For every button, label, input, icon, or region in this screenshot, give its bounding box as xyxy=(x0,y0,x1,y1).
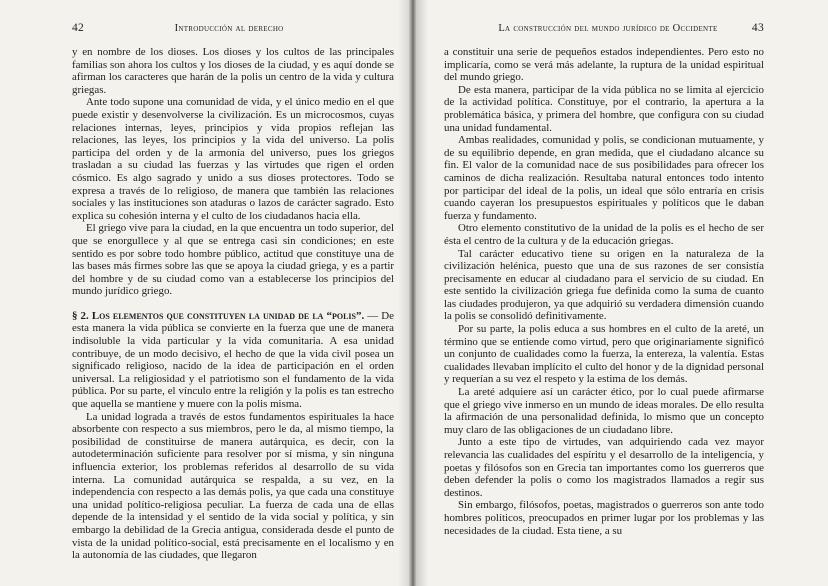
paragraph: El griego vive para la ciudad, en la que encuentra un todo superior, del que se enorgullece y al que se entrega casi sin condiciones; en este sentido es por sobre todo hombre público, actitud que constituye una de las bases más firmes sobre las que se apoya la ciudad griega, y es a partir del hombre y de su ciudad como van a establecerse los principios del mundo jurídico griego. xyxy=(72,222,394,298)
page-number: 42 xyxy=(72,22,85,34)
paragraph: Ante todo supone una comunidad de vida, y el único medio en el que puede existir y desenvolverse la civilización. Es un microcosmos, cuyas relaciones internas, leyes, principios y vida propios reflejan las relaciones, las leyes, los principios y la vida del universo. La polis participa del orden y de la armonía del universo, pues los griegos trasladan a su ciudad las fuerzas y las virtudes que rigen el orden cósmico. Es algo sagrado y unido a sus dioses protectores. Todo se expresa a través de lo religioso, de manera que también las relaciones sociales y las instituciones son ataduras o lazos de carácter sagrado. Esto explica su cohesión interna y el culto de los ciudadanos hacia ella. xyxy=(72,96,394,222)
page-number: 43 xyxy=(751,22,764,34)
left-page-body xyxy=(72,46,394,562)
paragraph: Otro elemento constitutivo de la unidad de la polis es el hecho de ser ésta el centro de la cultura y de la educación griegas. xyxy=(444,222,764,247)
left-page xyxy=(0,0,412,586)
paragraph: y en nombre de los dioses. Los dioses y los cultos de las principales familias son ahora los cultos y los dioses de la ciudad, y es aquí donde se afirman los caracteres que harán de la polis un centro de la vida y cultura griegas. xyxy=(72,46,394,96)
paragraph: La unidad lograda a través de estos fundamentos espirituales la hace absorbente con respecto a sus miembros, pero le da, al mismo tiempo, la posibilidad de constituirse de manera autárquica, es decir, con la autodeterminación suficiente para resolver por sí misma, y sin ninguna influencia exterior, los problemas referidos al desarrollo de su vida interna. La comunidad autárquica se respalda, a su vez, en la independencia con respecto a las demás polis, ya que cada una constituye una unidad político-religiosa peculiar. La fuerza de cada una de ellas depende de la intensidad y el sentido de la vida social y política, y sin embargo la debilidad de la Grecia antigua, considerada desde el punto de vista de la unidad político-social, está precisamente en el localismo y en la autonomía de las ciudades, que llegaron xyxy=(72,410,394,562)
paragraph: Junto a este tipo de virtudes, van adquiriendo cada vez mayor relevancia las cualidades del espíritu y el desarrollo de la inteligencia, y poetas y filósofos son en Grecia tan importantes como los guerreros que deben defender la polis o como los magistrados llamados a regir sus destinos. xyxy=(444,436,764,499)
paragraph: Sin embargo, filósofos, poetas, magistrados o guerreros son ante todo hombres políticos, preocupados en primer lugar por los problemas y las necesidades de la ciudad. Esta tiene, a su xyxy=(444,499,764,537)
right-page-header xyxy=(444,22,764,34)
section-heading: § 2. Los elementos que constituyen la unidad de la “polis”. xyxy=(72,309,365,322)
paragraph: La areté adquiere así un carácter ético, por lo cual puede afirmarse que el griego vive inmerso en un mundo de ideas morales. De ello resulta la afirmación de una personalidad definida, lo mismo que un concepto muy claro de las obligaciones de un ciudadano libre. xyxy=(444,386,764,436)
section-block xyxy=(72,310,394,411)
right-page xyxy=(414,0,828,586)
right-page-body xyxy=(444,46,764,537)
paragraph: De esta manera, participar de la vida pública no se limita al ejercicio de la actividad política. Constituye, por el contrario, la apertura a la problemática básica, y primera del hombre, que configura con su ciudad una unidad fundamental. xyxy=(444,83,764,134)
paragraph: Ambas realidades, comunidad y polis, se condicionan mutuamente, y de su equilibrio depende, en gran medida, que el ciudadano alcance su fin. El valor de la comunidad nace de sus posibilidades para ofrecer los caminos de dicha realización. Resultaba natural entonces todo intento por participar del ideal de la polis, un ideal que sólo entraría en crisis cuando cayeran los presupuestos espirituales y políticos que le daban fuerza y fundamento. xyxy=(444,134,764,222)
section-text: — De esta manera la vida pública se convierte en la fuerza que une de manera indisoluble la vida particular y la vida comunitaria. A esa unidad contribuye, de un modo decisivo, el hecho de que la vida civil posea un significado religioso, nacido de la idea de participación en el orden universal. La religiosidad y el patriotismo son el fundamento de la vida pública. Por su parte, el vínculo entre la religión y la polis es tan estrecho que aquella se mantiene y muere con la polis misma. xyxy=(72,309,394,411)
running-head: Introducción al derecho xyxy=(174,23,284,34)
left-page-header xyxy=(72,22,394,34)
paragraph: a constituir una serie de pequeños estados independientes. Pero esto no implicaría, como se verá más adelante, la ruptura de la unidad espiritual del mundo griego. xyxy=(444,46,764,84)
running-head: La construcción del mundo jurídico de Occidente xyxy=(498,23,718,34)
paragraph: Tal carácter educativo tiene su origen en la naturaleza de la civilización helénica, puesto que una de sus razones de ser consistía precisamente en educar al ciudadano para el servicio de su ciudad. En este sentido la civilización griega fue definida como la suma de cuanto las ciudades produjeron, ya que adquirió su verdadera dimensión cuando la polis se consolidó definitivamente. xyxy=(444,247,764,323)
paragraph: Por su parte, la polis educa a sus hombres en el culto de la areté, un término que se entiende como virtud, pero que originariamente significó un conjunto de cualidades como la fuerza, la entereza, la valentía. Estas cualidades llevaban implícito el culto del honor y de la dignidad personal y requerían a su vez el respeto y la estima de los demás. xyxy=(444,323,764,386)
